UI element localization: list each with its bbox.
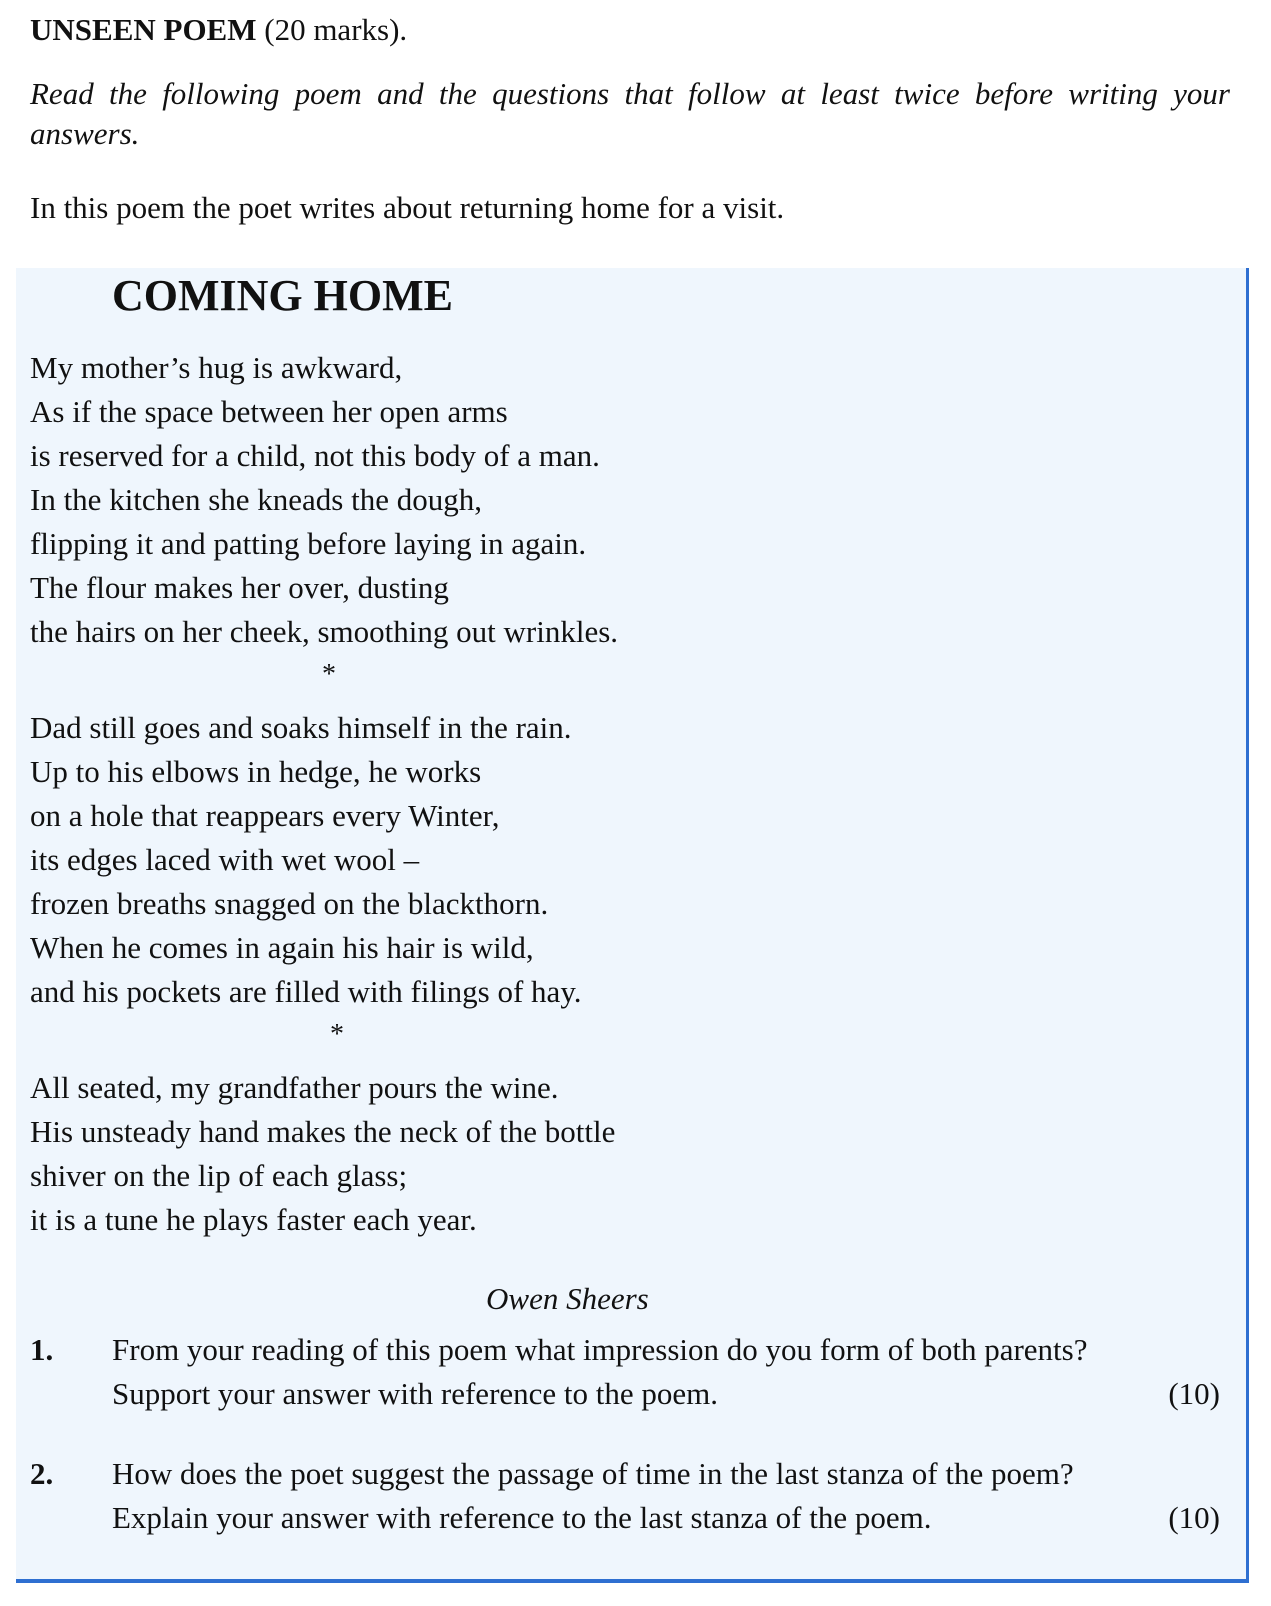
stanza-separator: * (330, 1019, 344, 1050)
stanza-2 (30, 706, 582, 1014)
section-heading (30, 10, 407, 50)
poem-line: frozen breaths snagged on the blackthorn. (30, 886, 549, 921)
question-number: 1. (30, 1332, 54, 1367)
poem-line: Up to his elbows in hedge, he works (30, 754, 482, 789)
poem-line: on a hole that reappears every Winter, (30, 798, 500, 833)
poem-author: Owen Sheers (486, 1281, 649, 1316)
poem-line: is reserved for a child, not this body of a man. (30, 438, 600, 473)
poem-line: Dad still goes and soaks himself in the rain. (30, 710, 572, 745)
poem-line: His unsteady hand makes the neck of the bottle (30, 1114, 616, 1149)
poem-title: COMING HOME (112, 271, 453, 320)
section-title: UNSEEN POEM (30, 12, 257, 47)
question-line: Explain your answer with reference to the last stanza of the poem. (112, 1500, 932, 1535)
context-text: In this poem the poet writes about returning home for a visit. (30, 190, 785, 225)
poem-line: its edges laced with wet wool – (30, 842, 420, 877)
question-line: From your reading of this poem what impression do you form of both parents? (112, 1332, 1088, 1367)
poem-line: and his pockets are filled with filings of hay. (30, 974, 582, 1009)
stanza-3 (30, 1066, 615, 1242)
poem-line: The flour makes her over, dusting (30, 570, 449, 605)
question-marks: (10) (1168, 1376, 1220, 1411)
poem-line: it is a tune he plays faster each year. (30, 1202, 477, 1237)
poem-line: My mother’s hug is awkward, (30, 350, 403, 385)
poem-box (16, 268, 1249, 1583)
section-marks: (20 marks). (264, 12, 408, 47)
stanza-separator: * (322, 659, 336, 690)
poem-line: When he comes in again his hair is wild, (30, 930, 534, 965)
question-text (112, 1452, 1220, 1540)
poem-line: As if the space between her open arms (30, 394, 508, 429)
poem-line: In the kitchen she kneads the dough, (30, 482, 482, 517)
question-line: Support your answer with reference to the poem. (112, 1376, 719, 1411)
question-number: 2. (30, 1456, 54, 1491)
poem-line: the hairs on her cheek, smoothing out wrinkles. (30, 614, 619, 649)
poem-line: shiver on the lip of each glass; (30, 1158, 408, 1193)
question-marks: (10) (1168, 1500, 1220, 1535)
instructions-text: Read the following poem and the questions that follow at least twice before writing your answers. (30, 76, 1230, 151)
stanza-1 (30, 346, 618, 654)
question-text (112, 1328, 1220, 1416)
question-line: How does the poet suggest the passage of time in the last stanza of the poem? (112, 1456, 1074, 1491)
poem-line: flipping it and patting before laying in again. (30, 526, 587, 561)
poem-line: All seated, my grandfather pours the wine. (30, 1070, 559, 1105)
